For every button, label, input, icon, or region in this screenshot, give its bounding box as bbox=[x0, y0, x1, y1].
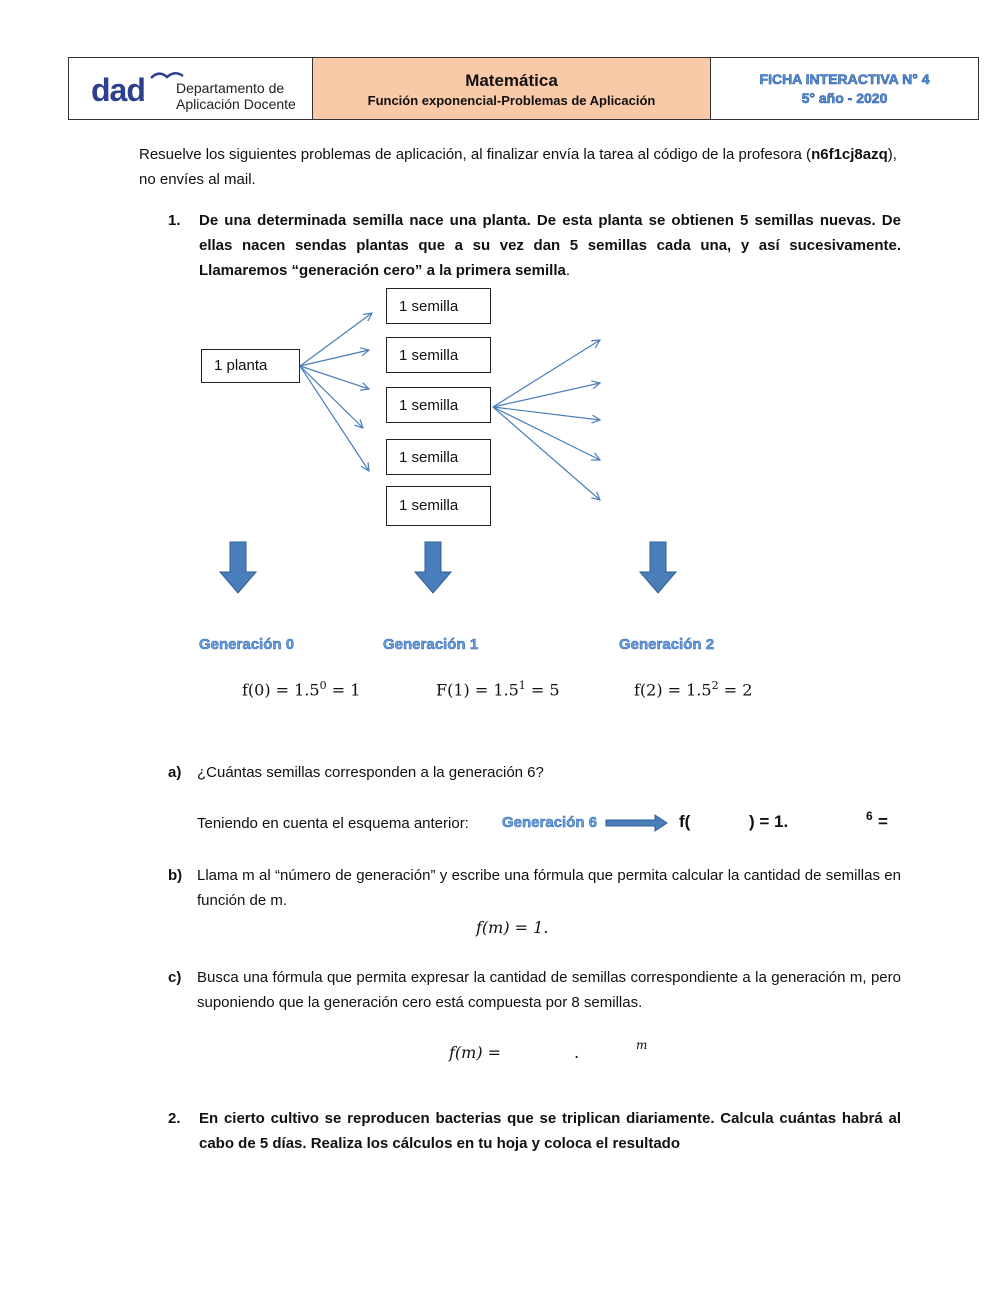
formula-gen0: $f(0) = 1.5^0 = 1$ bbox=[242, 679, 361, 700]
generation-label: Generación 1 bbox=[383, 636, 479, 653]
formula-gen2: $f(2) = 1.5^2 = 2$ bbox=[634, 679, 753, 700]
down-arrow-icon bbox=[640, 542, 676, 593]
subject-title: Matemática bbox=[465, 71, 558, 90]
arrow bbox=[493, 407, 600, 500]
answer-a-generation-input[interactable] bbox=[703, 812, 747, 834]
arrow bbox=[300, 366, 369, 471]
formula-b: f(m) = 1. bbox=[476, 918, 549, 937]
department-name: Departamento de Aplicación Docente bbox=[176, 80, 296, 112]
grade-label: 5° año - 2020 bbox=[801, 90, 888, 106]
seed-box: 1 semilla bbox=[386, 486, 491, 526]
answer-2-input[interactable] bbox=[199, 1160, 499, 1188]
problem2-statement: En cierto cultivo se reproducen bacterias que se triplican diariamente. Calcula cuántas habrá al cabo de 5 días. Realiza los cálculos en tu hoja y coloca el resultado bbox=[199, 1110, 901, 1152]
down-arrow-icon bbox=[415, 542, 451, 593]
question-a-text: ¿Cuántas semillas corresponden a la generación 6? bbox=[197, 764, 544, 781]
answer-c-coefficient-input[interactable] bbox=[515, 1040, 570, 1064]
problem1-statement: De una determinada semilla nace una planta. De esta planta se obtienen 5 semillas nuevas. De ellas nacen sendas plantas que a su vez dan 5 semillas cada una, y así sucesivamente. Llamaremos “generación cero” a la primera semilla. bbox=[199, 212, 901, 279]
answer-a-f-open: f( bbox=[679, 812, 691, 831]
answer-c-base-input[interactable] bbox=[584, 1040, 632, 1064]
formula-c-dot: . bbox=[574, 1043, 580, 1062]
right-arrow-icon bbox=[605, 813, 669, 833]
answer-a-exponent: 6 bbox=[866, 809, 873, 823]
question-b-label: b) bbox=[168, 867, 183, 884]
dad-logo: dad bbox=[91, 72, 145, 108]
question-a-label: a) bbox=[168, 764, 182, 781]
question-c-text: Busca una fórmula que permita expresar la cantidad de semillas correspondiente a la generación m, pero suponiendo que la generación cero está compuesta por 8 semillas. bbox=[197, 969, 901, 1011]
question-c-label: c) bbox=[168, 969, 182, 986]
intro-text: Resuelve los siguientes problemas de aplicación, al finalizar envía la tarea al código de la profesora (n6f1cj8azq), no envíes al mail. bbox=[139, 146, 897, 188]
generation6-label: Generación 6 bbox=[502, 814, 598, 831]
answer-a-f-close: ) = 1. bbox=[749, 812, 789, 831]
generation-label: Generación 2 bbox=[619, 636, 715, 653]
topic-title: Función exponencial-Problemas de Aplicación bbox=[367, 93, 656, 108]
arrow bbox=[493, 407, 600, 460]
plant-box: 1 planta bbox=[201, 349, 300, 383]
seed-box: 1 semilla bbox=[386, 288, 491, 324]
formula-gen1: $F(1) = 1.5^1 = 5$ bbox=[436, 679, 560, 700]
seed-diagram-arrows bbox=[0, 0, 1000, 620]
seed-box: 1 semilla bbox=[386, 439, 491, 475]
seed-box: 1 semilla bbox=[386, 337, 491, 373]
answer-a-result-input[interactable] bbox=[895, 812, 955, 834]
formula-c: f(m) = bbox=[449, 1043, 502, 1062]
down-arrow-icon bbox=[220, 542, 256, 593]
arrow bbox=[493, 340, 600, 407]
arrow bbox=[300, 366, 363, 428]
answer-a-base-input[interactable] bbox=[800, 812, 858, 834]
answer-a-equals: = bbox=[878, 812, 888, 831]
arrow bbox=[300, 366, 369, 389]
answer-b-input[interactable] bbox=[562, 915, 622, 939]
problem1-number: 1. bbox=[168, 212, 181, 229]
formula-c-exponent: m bbox=[636, 1038, 648, 1052]
question-a-hint: Teniendo en cuenta el esquema anterior: bbox=[197, 815, 469, 832]
teacher-code: n6f1cj8azq bbox=[811, 146, 888, 163]
problem2-number: 2. bbox=[168, 1110, 181, 1127]
seed-box: 1 semilla bbox=[386, 387, 491, 423]
arrow bbox=[493, 407, 600, 420]
question-b-text: Llama m al “número de generación” y escribe una fórmula que permita calcular la cantidad de semillas en función de m. bbox=[197, 867, 901, 909]
generation-label: Generación 0 bbox=[199, 636, 295, 653]
arrow bbox=[493, 383, 600, 407]
sheet-title: FICHA INTERACTIVA N° 4 bbox=[759, 71, 930, 87]
